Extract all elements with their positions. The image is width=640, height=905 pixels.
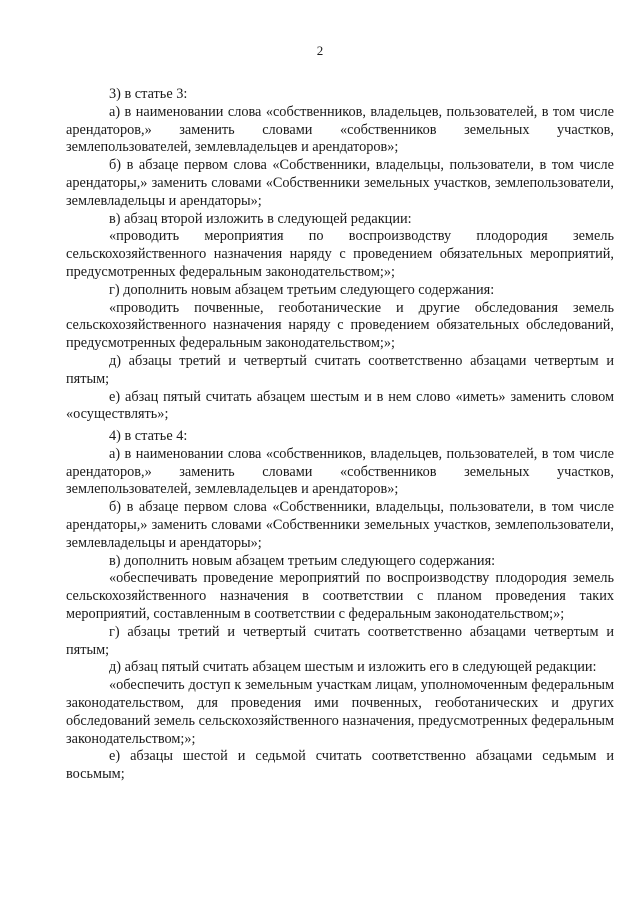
- article-4-item-e: е) абзацы шестой и седьмой считать соответственно абзацами седьмым и восьмым;: [66, 748, 614, 783]
- article-4-item-a: а) в наименовании слова «собственников, владельцев, пользователей, в том числе арендаторов,» заменить словами «собственников земельных участков, землепользователей, землевладельцев и арендаторов»;: [66, 445, 614, 498]
- article-3-item-e: е) абзац пятый считать абзацем шестым и в нем слово «иметь» заменить словом «осуществлять»;: [66, 388, 614, 423]
- article-4-section: [66, 428, 614, 784]
- article-3-item-g: г) дополнить новым абзацем третьим следующего содержания:: [109, 281, 495, 298]
- article-4-item-v: в) дополнить новым абзацем третьим следующего содержания:: [109, 552, 496, 569]
- article-3-quote-1: «проводить мероприятия по воспроизводству плодородия земель сельскохозяйственного назначения наряду с проведением обязательных мероприятий, предусмотренных федеральным законодательством;»;: [66, 228, 614, 280]
- article-3-item-b: б) в абзаце первом слова «Собственники, владельцы, пользователи, в том числе арендаторы,» заменить словами «Собственники земельных участков, землепользователи, землевладельцы и арендаторы»;: [66, 157, 614, 209]
- article-4-quote-1: «обеспечивать проведение мероприятий по воспроизводству плодородия земель сельскохозяйственного назначения в соответствии с планом проведения таких мероприятий, составленным в соответствии с федеральным законодательством;»;: [66, 570, 614, 622]
- article-4-item-g: г) абзацы третий и четвертый считать соответственно абзацами четвертым и пятым;: [66, 623, 614, 658]
- article-3-section: [66, 86, 614, 424]
- article-3-item-a: а) в наименовании слова «собственников, владельцев, пользователей, в том числе арендаторов,» заменить словами «собственников земельных участков, землепользователей, землевладельцев и арендаторов»;: [66, 103, 614, 156]
- article-4-item-d: д) абзац пятый считать абзацем шестым и изложить его в следующей редакции:: [109, 659, 597, 676]
- article-3-heading: 3) в статье 3:: [109, 86, 188, 102]
- article-3-item-d: д) абзацы третий и четвертый считать соответственно абзацами четвертым и пятым;: [66, 352, 614, 387]
- article-4-quote-2: «обеспечить доступ к земельным участкам лицам, уполномоченным федеральным законодательством, для проведения ими почвенных, геоботанических и других обследований земель сельскохозяйственного назначения, предусмотренных федеральным законодательством;»;: [66, 677, 614, 747]
- article-3-quote-2: «проводить почвенные, геоботанические и другие обследования земель сельскохозяйственного назначения наряду с проведением обязательных обследований, предусмотренных федеральным законодательством;»;: [66, 299, 614, 352]
- page-number: 2: [316, 43, 324, 58]
- article-3-item-v: в) абзац второй изложить в следующей редакции:: [109, 210, 412, 227]
- article-4-item-b: б) в абзаце первом слова «Собственники, владельцы, пользователи, в том числе арендаторы,» заменить словами «Собственники земельных участков, землепользователи, землевладельцы и арендаторы»;: [66, 499, 614, 551]
- article-4-heading: 4) в статье 4:: [109, 428, 188, 444]
